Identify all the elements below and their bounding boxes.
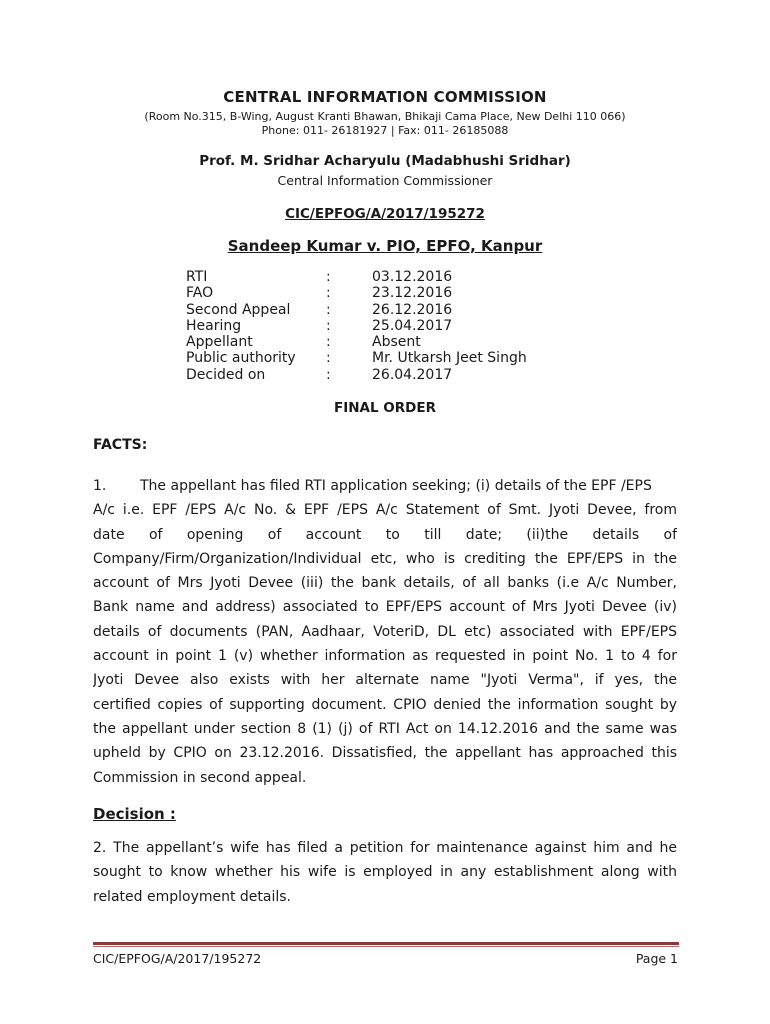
paragraph-line: Company/Firm/Organization/Individual etc, who is crediting the EPF/EPS in the — [93, 550, 677, 567]
paragraph-text: The appellant has filed RTI application seeking; (i) details of the EPF /EPS — [140, 478, 652, 494]
meta-label: Second Appeal — [186, 301, 291, 318]
paragraph-line: Commission in second appeal. — [93, 769, 307, 786]
paragraph-line — [93, 474, 677, 498]
paragraph-2 — [93, 836, 677, 909]
meta-label: Appellant — [186, 334, 253, 351]
meta-row — [186, 269, 527, 285]
commissioner-role: Central Information Commissioner — [277, 173, 493, 188]
meta-row — [186, 285, 527, 301]
meta-value: 03.12.2016 — [372, 269, 453, 285]
paragraph-line: related employment details. — [93, 888, 292, 905]
footer-divider-thin — [93, 946, 679, 947]
meta-row — [186, 350, 527, 366]
commission-title: CENTRAL INFORMATION COMMISSION — [223, 88, 547, 106]
paragraph-line: date of opening of account to till date; (ii)the details of — [93, 526, 677, 543]
paragraph-line: the appellant under section 8 (1) (j) of RTI Act on 14.12.2016 and the same was — [93, 720, 677, 737]
meta-label: Decided on — [186, 366, 266, 383]
meta-row — [186, 334, 527, 350]
case-number: CIC/EPFOG/A/2017/195272 — [285, 206, 485, 222]
paragraph-line: certified copies of supporting document. CPIO denied the information sought by — [93, 696, 677, 713]
meta-row — [186, 367, 527, 383]
paragraph-number: 1. — [93, 478, 107, 494]
meta-value: Mr. Utkarsh Jeet Singh — [372, 350, 527, 367]
meta-value: 25.04.2017 — [372, 317, 453, 334]
meta-row — [186, 302, 527, 318]
paragraph-line: details of documents (PAN, Aadhaar, VoteriD, DL etc) associated with EPF/EPS — [93, 623, 677, 640]
meta-label: Hearing — [186, 317, 242, 334]
meta-value: Absent — [372, 334, 421, 351]
meta-label: FAO — [186, 285, 214, 302]
footer-case-number: CIC/EPFOG/A/2017/195272 — [93, 951, 262, 966]
meta-colon: : — [326, 317, 331, 334]
commissioner-name: Prof. M. Sridhar Acharyulu (Madabhushi Sridhar) — [199, 153, 571, 169]
decision-heading: Decision : — [93, 805, 176, 823]
final-order-heading: FINAL ORDER — [334, 400, 436, 416]
paragraph-line: account in point 1 (v) whether information as requested in point No. 1 to 4 for — [93, 648, 677, 665]
paragraph-line: 2. The appellant’s wife has filed a petition for maintenance against him and he — [93, 840, 677, 856]
paragraph-line: Jyoti Devee also exists with her alternate name "Jyoti Verma", if yes, the — [93, 672, 677, 689]
paragraph-line: upheld by CPIO on 23.12.2016. Dissatisfied, the appellant has approached this — [93, 745, 677, 762]
meta-value: 26.04.2017 — [372, 366, 453, 383]
meta-colon: : — [326, 350, 331, 367]
meta-colon: : — [326, 366, 331, 383]
paragraph-line: Bank name and address) associated to EPF/EPS account of Mrs Jyoti Devee (iv) — [93, 599, 677, 616]
paragraph-line: account of Mrs Jyoti Devee (iii) the bank details, of all banks (i.e A/c Number, — [93, 575, 677, 592]
meta-colon: : — [326, 285, 331, 302]
footer-divider — [93, 942, 679, 945]
paragraph-line: A/c i.e. EPF /EPS A/c No. & EPF /EPS A/c Statement of Smt. Jyoti Devee, from — [93, 502, 677, 519]
meta-value: 23.12.2016 — [372, 285, 453, 302]
case-parties: Sandeep Kumar v. PIO, EPFO, Kanpur — [227, 237, 543, 255]
meta-label: Public authority — [186, 350, 296, 367]
footer-page-number: Page 1 — [635, 951, 678, 966]
meta-colon: : — [326, 334, 331, 351]
meta-value: 26.12.2016 — [372, 301, 453, 318]
commission-phone: Phone: 011- 26181927 | Fax: 011- 26185088 — [261, 124, 509, 137]
commission-address: (Room No.315, B-Wing, August Kranti Bhawan, Bhikaji Cama Place, New Delhi 110 066) — [144, 110, 626, 123]
facts-heading: FACTS: — [93, 437, 148, 453]
meta-row — [186, 318, 527, 334]
paragraph-1 — [93, 474, 677, 790]
meta-label: RTI — [186, 269, 208, 285]
case-meta-table — [186, 269, 527, 383]
paragraph-line: sought to know whether his wife is employed in any establishment along with — [93, 864, 677, 881]
meta-colon: : — [326, 269, 331, 285]
meta-colon: : — [326, 301, 331, 318]
